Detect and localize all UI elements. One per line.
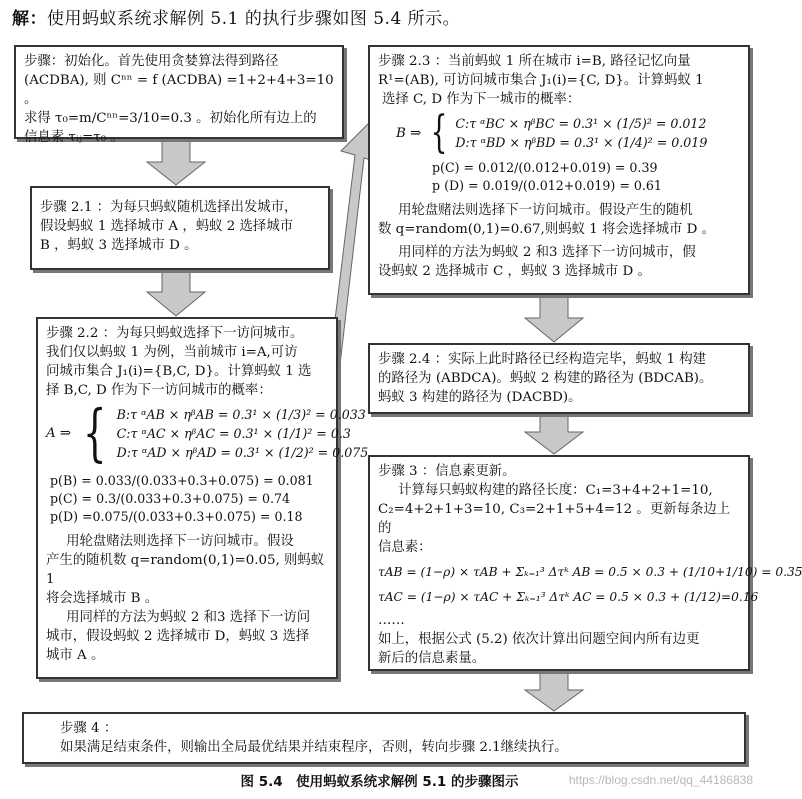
step2-2-line1: 步骤 2.2 ：为每只蚂蚁选择下一访问城市。 [46, 326, 304, 341]
step1-box [14, 45, 344, 145]
step2-2-formula-b: B:τ ᵅAB × ηᵝAB = 0.3¹ × (1/3)² = 0.033 [116, 406, 366, 422]
solution-label: 解： [12, 9, 47, 29]
step2-2-prob-d: p(D) =0.075/(0.033+0.3+0.075) = 0.18 [50, 509, 303, 524]
step2-3-line1: 步骤 2.3 ：当前蚂蚁 1 所在城市 i=B, 路径记忆向量 [378, 54, 691, 69]
step3-formula-ac: τAC = (1−ρ) × τAC + Σₖ₌₁³ Δτᵏ AC = 0.5 × 0.3 + (1/12)=0.16 [378, 590, 759, 604]
step2-4-line1: 步骤 2.4 ：实际上此时路径已经构造完毕，蚂蚁 1 构建 [378, 352, 707, 367]
step2-3-formula-d: D:τ ᵅBD × ηᵝBD = 0.3¹ × (1/4)² = 0.019 [455, 135, 708, 150]
step2-2-line2: 我们仅以蚂蚁 1 为例，当前城市 i=A,可访 [46, 345, 298, 360]
down-arrow-2 [147, 270, 205, 316]
step4-line2: 如果满足结束条件，则输出全局最优结果并结束程序，否则，转向步骤 2.1继续执行。 [60, 740, 568, 755]
step3-line3: C₂=4+2+1+3=10, C₃=2+1+5+4=12 。更新每条边上的 [378, 502, 731, 536]
step2-1-line3: B ，蚂蚁 3 选择城市 D 。 [40, 238, 198, 253]
step2-3-formula-c: C:τ ᵅBC × ηᵝBC = 0.3¹ × (1/5)² = 0.012 [455, 116, 707, 131]
step2-3-line7: 设蚂蚁 2 选择城市 C ，蚂蚁 3 选择城市 D 。 [378, 264, 651, 279]
step3-box [368, 455, 802, 671]
step1-line2: (ACDBA), 则 Cⁿⁿ = f (ACDBA) =1+2+4+3=10 。 [24, 73, 334, 107]
step4-line1: 步骤 4 ： [60, 721, 118, 736]
step3-line4: 信息素： [378, 540, 432, 555]
step2-3-box [368, 45, 750, 295]
step2-1-box [30, 186, 330, 270]
figure-caption: 图 5.4 使用蚂蚁系统求解例 5.1 的步骤图示 [240, 774, 519, 790]
step4-box [22, 712, 746, 764]
left-brace: { [83, 396, 107, 469]
step2-3-line4: 用轮盘赌法则选择下一访问城市。假设产生的随机 [398, 203, 693, 218]
step2-4-line2: 的路径为 (ABDCA)。蚂蚁 2 构建的路径为 (BDCAB)。 [378, 371, 713, 386]
step2-2-brace-label: A ⇒ [46, 425, 72, 441]
left-brace: { [430, 107, 448, 158]
step2-3-prob-c: p(C) = 0.012/(0.012+0.019) = 0.39 [432, 160, 658, 175]
step2-3-brace-formula [396, 107, 740, 158]
step2-2-line9: 城市，假设蚂蚁 2 选择城市 D，蚂蚁 3 选择 [46, 629, 310, 644]
down-arrow-4 [525, 414, 583, 454]
step2-2-line4: 择 B,C, D 作为下一访问城市的概率： [46, 383, 272, 398]
step2-2-brace-formula [46, 396, 369, 469]
step2-3-brace-label: B ⇒ [396, 125, 422, 141]
step2-1-line2: 假设蚂蚁 1 选择城市 A ，蚂蚁 2 选择城市 [40, 219, 294, 234]
step2-2-formula-d: D:τ ᵅAD × ηᵝAD = 0.3¹ × (1/2)² = 0.075 [116, 444, 369, 460]
step2-1-line1: 步骤 2.1 ：为每只蚂蚁随机选择出发城市， [40, 200, 298, 215]
step2-4-box [368, 343, 750, 414]
step2-2-line10: 城市 A 。 [46, 648, 105, 663]
step2-3-line6: 用同样的方法为蚂蚁 2 和3 选择下一访问城市，假 [398, 245, 696, 260]
step2-2-formula-c: C:τ ᵅAC × ηᵝAC = 0.3¹ × (1/1)² = 0.3 [116, 425, 351, 441]
step2-3-line3: 选择 C, D 作为下一城市的概率： [382, 92, 581, 107]
step2-3-prob-d: p (D) = 0.019/(0.012+0.019) = 0.61 [432, 178, 662, 193]
step2-2-prob-c: p(C) = 0.3/(0.033+0.3+0.075) = 0.74 [50, 491, 291, 506]
step1-line3: 求得 τ₀=m/Cⁿⁿ=3/10=0.3 。初始化所有边上的 [24, 111, 317, 126]
watermark: https://blog.csdn.net/qq_44186838 [568, 773, 753, 787]
step2-2-line3: 问城市集合 J₁(i)={B,C, D}。计算蚂蚁 1 选 [46, 364, 312, 379]
step3-line5: 如上，根据公式 (5.2) 依次计算出问题空间内所有边更 [378, 632, 700, 647]
step2-2-line6: 产生的随机数 q=random(0,1)=0.05, 则蚂蚁 1 [46, 553, 325, 587]
step2-2-line8: 用同样的方法为蚂蚁 2 和3 选择下一访问 [66, 610, 311, 625]
step3-line6: 新后的信息素量。 [378, 651, 486, 666]
step2-2-line5: 用轮盘赌法则选择下一访问城市。假设 [66, 534, 294, 549]
step2-2-box [36, 317, 369, 679]
step3-ellipsis: …… [378, 613, 405, 628]
step2-3-line5: 数 q=random(0,1)=0.67,则蚂蚁 1 将会选择城市 D 。 [378, 222, 716, 237]
down-arrow-5 [525, 670, 583, 711]
solution-text: 使用蚂蚁系统求解例 5.1 的执行步骤如图 5.4 所示。 [47, 9, 461, 29]
step1-line1: 步骤：初始化。首先使用贪婪算法得到路径 [24, 54, 279, 69]
step2-3-line2: R¹=(AB), 可访问城市集合 J₁(i)={C, D}。计算蚂蚁 1 [378, 73, 704, 88]
step2-2-prob-b: p(B) = 0.033/(0.033+0.3+0.075) = 0.081 [50, 473, 314, 488]
step3-line2: 计算每只蚂蚁构建的路径长度：C₁=3+4+2+1=10, [398, 483, 713, 498]
step2-4-line3: 蚂蚁 3 构建的路径为 (DACBD)。 [378, 390, 582, 405]
step3-line1: 步骤 3 ：信息素更新。 [378, 464, 516, 479]
down-arrow-3 [525, 294, 583, 342]
step2-2-line7: 将会选择城市 B 。 [46, 591, 159, 606]
step1-line4: 信息素 τᵢⱼ=τ₀ 。 [24, 130, 124, 145]
step3-formula-ab: τAB = (1−ρ) × τAB + Σₖ₌₁³ Δτᵏ AB = 0.5 × 0.3 + (1/10+1/10) = 0.35 [378, 565, 802, 579]
